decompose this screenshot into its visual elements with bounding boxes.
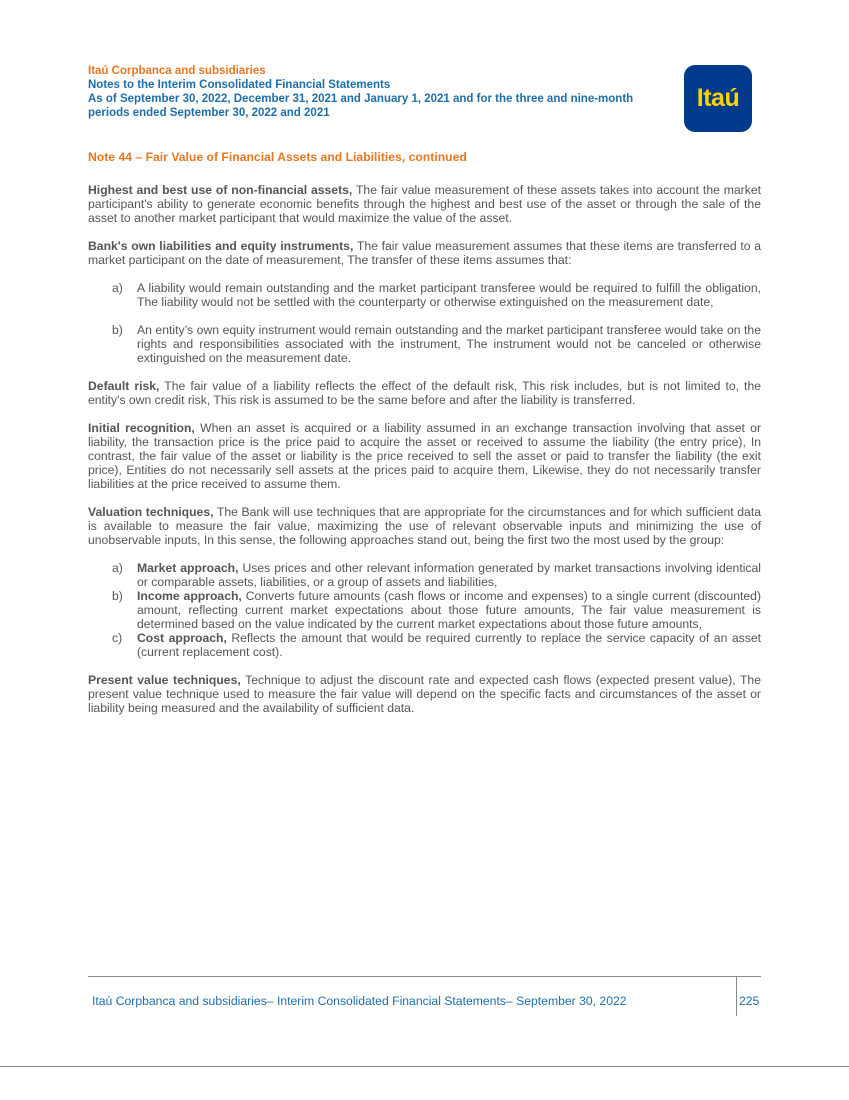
footer-text: Itaú Corpbanca and subsidiaries– Interim Consolidated Financial Statements– September 30, 2022 xyxy=(92,994,627,1008)
paragraph-lead: Highest and best use of non-financial assets, xyxy=(88,183,353,197)
itau-logo xyxy=(684,65,752,132)
paragraph-text: Technique to adjust the discount rate and expected cash flows (expected present value), The present value technique used to measure the fair value will depend on the specific facts and circumstances of the asset or liability being measured and the availability of sufficient data. xyxy=(88,673,761,715)
list-item xyxy=(88,281,761,309)
list-marker: b) xyxy=(112,589,123,603)
paragraph-default-risk xyxy=(88,379,761,407)
valuation-approaches-list xyxy=(88,561,761,659)
paragraph-present-value xyxy=(88,673,761,715)
list-item-lead: Cost approach, xyxy=(137,631,227,645)
list-marker: b) xyxy=(112,323,123,337)
paragraph-text: When an asset is acquired or a liability assumed in an exchange transaction involving that asset or liability, the transaction price is the price paid to acquire the asset or received to assume the liability (the entry price), In contrast, the fair value of the asset or liability is the price received to sell the asset or paid to transfer the liability (the exit price), Entities do not necessarily sell assets at the prices paid to acquire them, Likewise, they do not necessarily transfer liabilities at the price received to assume them. xyxy=(88,421,762,491)
own-liabilities-list xyxy=(88,281,761,365)
page-bottom-edge xyxy=(0,1066,849,1067)
header-company: Itaú Corpbanca and subsidiaries xyxy=(88,65,266,77)
list-item xyxy=(88,561,761,589)
paragraph-valuation-techniques xyxy=(88,505,761,547)
header-period: As of September 30, 2022, December 31, 2021 and January 1, 2021 and for the three and nine-month periods ended September 30, 2022 and 2021 xyxy=(88,93,634,119)
list-item-text: Converts future amounts (cash flows or income and expenses) to a single current (discounted) amount, reflecting current market expectations about those future amounts, The fair value measurement is determined based on the value indicated by the current market expectations about those future amounts, xyxy=(137,589,762,631)
footer-page-divider xyxy=(736,976,737,1016)
list-item xyxy=(88,631,761,659)
paragraph-lead: Initial recognition, xyxy=(88,421,195,435)
paragraph-lead: Valuation techniques, xyxy=(88,505,214,519)
list-item-lead: Market approach, xyxy=(137,561,239,575)
paragraph-own-liabilities xyxy=(88,239,761,267)
paragraph-text: The fair value of a liability reflects the effect of the default risk, This risk includes, but is not limited to, the entity's own credit risk, This risk is assumed to be the same before and after the liability is transferred. xyxy=(88,379,762,407)
list-item-text: An entity’s own equity instrument would remain outstanding and the market participant transferee would take on the rights and responsibilities associated with the instrument, The instrument would not be canceled or otherwise extinguished on the measurement date. xyxy=(137,323,761,365)
document-body xyxy=(88,150,761,729)
paragraph-lead: Present value techniques, xyxy=(88,673,241,687)
paragraph-text: The fair value measurement assumes that these items are transferred to a market participant on the date of measurement, The transfer of these items assumes that: xyxy=(88,239,761,267)
footer-divider xyxy=(88,976,761,977)
list-item-lead: Income approach, xyxy=(137,589,242,603)
paragraph-initial-recognition xyxy=(88,421,761,491)
paragraph-lead: Bank's own liabilities and equity instruments, xyxy=(88,239,354,253)
list-item-text: A liability would remain outstanding and the market participant transferee would be required to fulfill the obligation, The liability would not be settled with the counterparty or otherwise extinguished on the measurement date, xyxy=(137,281,761,309)
list-item-text: Reflects the amount that would be required currently to replace the service capacity of an asset (current replacement cost). xyxy=(137,631,761,659)
list-item xyxy=(88,589,761,631)
list-item xyxy=(88,323,761,365)
header-notes-title: Notes to the Interim Consolidated Financial Statements xyxy=(88,79,391,91)
list-marker: a) xyxy=(112,281,123,295)
list-item-text: Uses prices and other relevant information generated by market transactions involving identical or comparable assets, liabilities, or a group of assets and liabilities, xyxy=(137,561,761,589)
list-marker: c) xyxy=(112,631,123,645)
note-title: Note 44 – Fair Value of Financial Assets and Liabilities, continued xyxy=(88,150,467,164)
itau-logo-text: Itaú xyxy=(696,84,740,112)
paragraph-highest-best-use xyxy=(88,183,761,225)
paragraph-lead: Default risk, xyxy=(88,379,160,393)
paragraph-text: The Bank will use techniques that are appropriate for the circumstances and for which sufficient data is available to measure the fair value, maximizing the use of relevant observable inputs and minimizing the use of unobservable inputs, In this sense, the following approaches stand out, being the first two the most used by the group: xyxy=(88,505,761,547)
document-header xyxy=(88,64,668,120)
paragraph-text: The fair value measurement of these assets takes into account the market participant's ability to generate economic benefits through the highest and best use of the asset or through the sale of the asset to another market participant that would maximize the value of the asset. xyxy=(88,183,761,225)
page-number: 225 xyxy=(739,994,760,1008)
list-marker: a) xyxy=(112,561,123,575)
